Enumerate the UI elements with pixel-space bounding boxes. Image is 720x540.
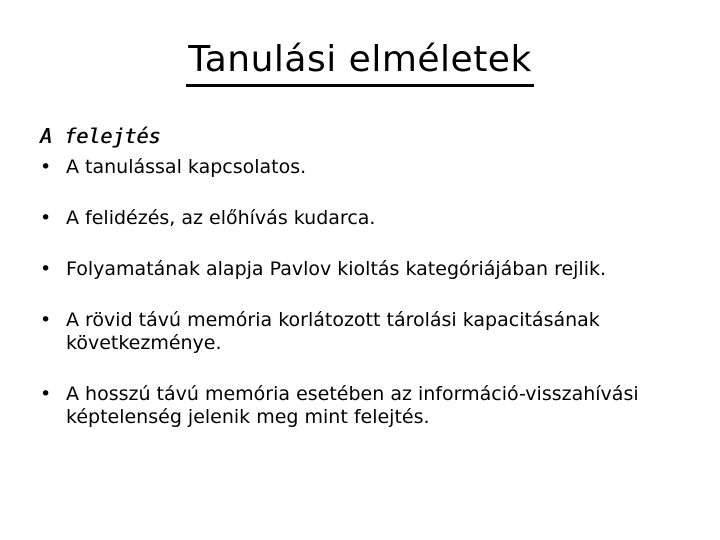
bullet-item xyxy=(40,207,690,230)
bullet-item xyxy=(40,258,690,281)
bullet-icon: • xyxy=(40,258,52,280)
section-heading: A felejtés xyxy=(40,124,161,148)
bullet-text: A rövid távú memória korlátozott tárolási kapacitásának következménye. xyxy=(66,309,600,354)
bullet-text: Folyamatának alapja Pavlov kioltás kategóriájában rejlik. xyxy=(66,258,607,280)
title-container xyxy=(0,38,720,87)
bullet-item xyxy=(40,383,690,429)
bullet-text: A felidézés, az előhívás kudarca. xyxy=(66,207,376,229)
slide-title: Tanulási elméletek xyxy=(186,38,534,87)
bullet-text: A tanulással kapcsolatos. xyxy=(66,156,307,178)
bullet-icon: • xyxy=(40,156,52,178)
bullet-list xyxy=(40,156,690,429)
bullet-icon: • xyxy=(40,383,52,405)
bullet-item xyxy=(40,156,690,179)
bullet-icon: • xyxy=(40,309,52,331)
bullet-item xyxy=(40,309,690,355)
bullet-icon: • xyxy=(40,207,52,229)
bullet-text: A hosszú távú memória esetében az információ-visszahívási képtelenség jelenik meg mint felejtés. xyxy=(66,383,639,428)
